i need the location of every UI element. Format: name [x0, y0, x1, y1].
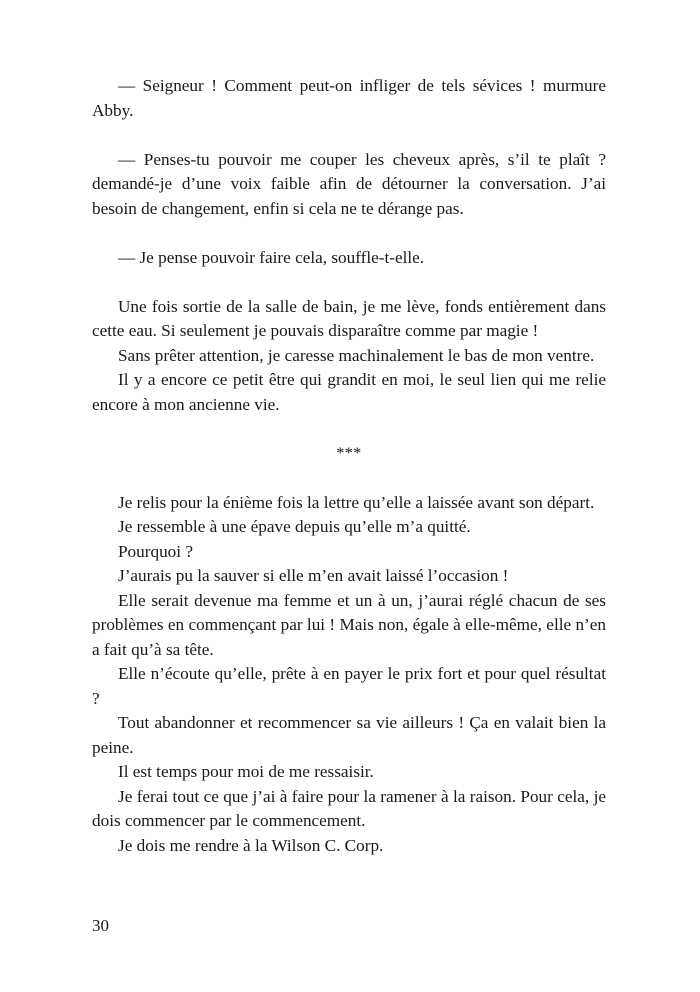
paragraph: — Seigneur ! Comment peut-on infliger de tels sévices ! murmure Abby.	[92, 76, 606, 120]
paragraph: Pourquoi ?	[118, 541, 193, 561]
paragraph: Il est temps pour moi de me ressaisir.	[118, 762, 374, 781]
paragraph: — Penses-tu pouvoir me couper les cheveux après, s’il te plaît ? demandé-je d’une voix faible afin de détourner la conversation. J’ai besoin de changement, enfin si cela ne te dérange pas.	[92, 149, 606, 218]
page-body	[92, 74, 606, 858]
paragraph: Tout abandonner et recommencer sa vie ailleurs ! Ça en valait bien la peine.	[92, 713, 606, 757]
paragraph: Une fois sortie de la salle de bain, je me lève, fonds entièrement dans cette eau. Si seulement je pouvais disparaître comme par magie !	[92, 296, 606, 340]
paragraph: Je relis pour la énième fois la lettre qu’elle a laissée avant son départ.	[118, 492, 595, 512]
paragraph: Elle serait devenue ma femme et un à un, j’aurai réglé chacun de ses problèmes en commençant par lui ! Mais non, égale à elle-même, elle n’en a fait qu’à sa tête.	[92, 590, 606, 659]
paragraph: Je ressemble à une épave depuis qu’elle m’a quitté.	[118, 517, 471, 536]
paragraph: Sans prêter attention, je caresse machinalement le bas de mon ventre.	[118, 345, 595, 365]
paragraph: Je ferai tout ce que j’ai à faire pour la ramener à la raison. Pour cela, je dois commencer par le commencement.	[92, 786, 606, 830]
page-number: 30	[92, 916, 109, 935]
paragraph: J’aurais pu la sauver si elle m’en avait laissé l’occasion !	[118, 566, 509, 585]
paragraph: Je dois me rendre à la Wilson C. Corp.	[118, 835, 384, 855]
paragraph: — Je pense pouvoir faire cela, souffle-t-elle.	[118, 247, 425, 267]
scene-separator: ***	[336, 444, 362, 462]
paragraph: Elle n’écoute qu’elle, prête à en payer le prix fort et pour quel résultat ?	[92, 664, 606, 708]
paragraph: Il y a encore ce petit être qui grandit en moi, le seul lien qui me relie encore à mon ancienne vie.	[92, 370, 606, 414]
